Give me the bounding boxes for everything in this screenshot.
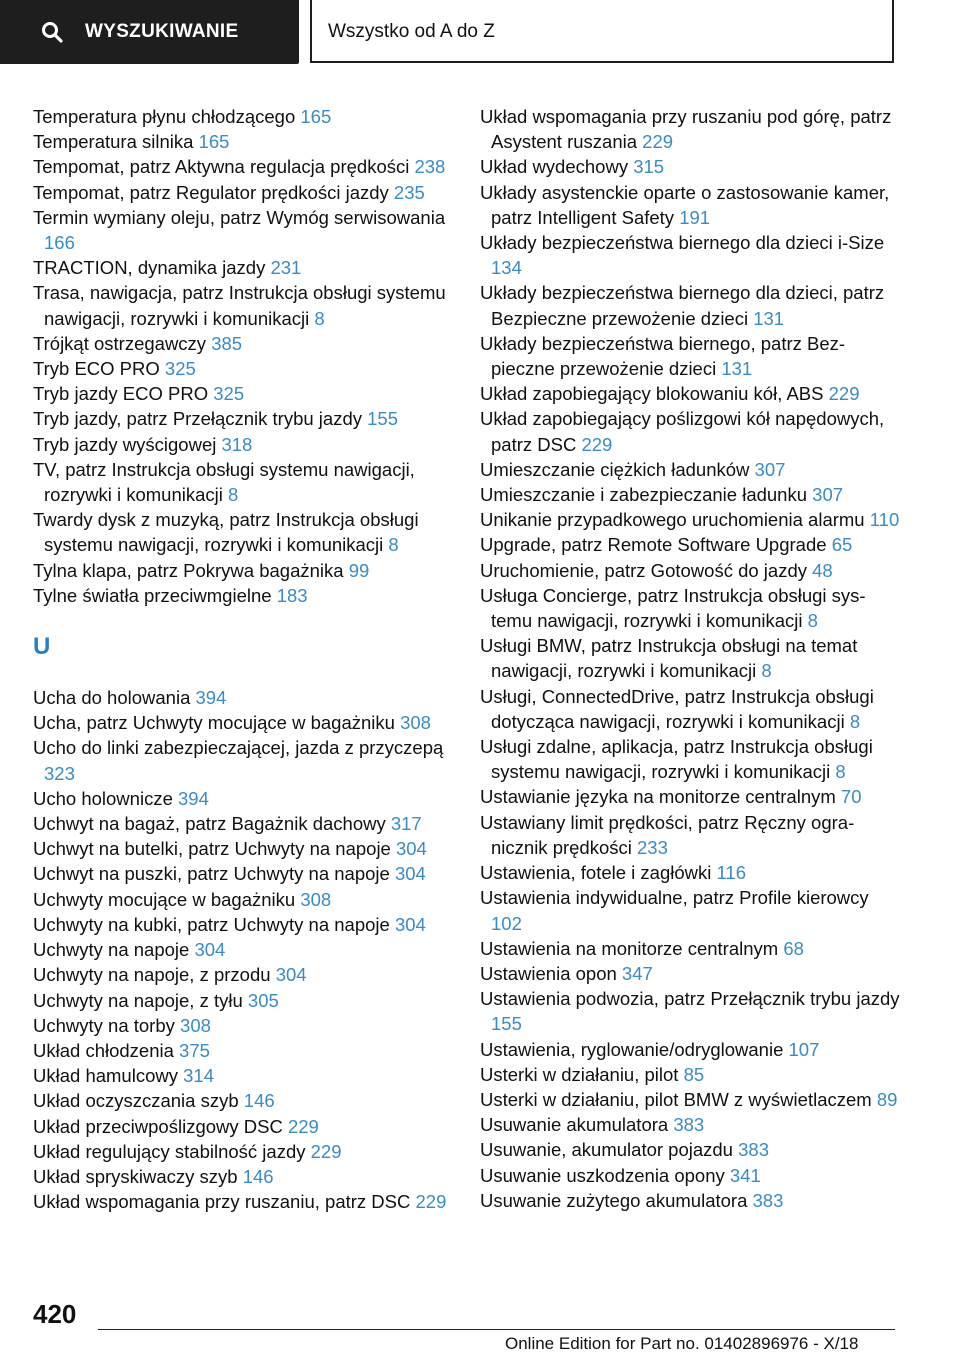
page-link[interactable]: 8 [807, 610, 818, 632]
index-entry [480, 180, 900, 230]
index-entry [33, 912, 473, 937]
page-link[interactable]: 231 [270, 257, 302, 279]
index-entry [33, 558, 473, 583]
index-list-t [33, 104, 473, 608]
entry-text: Ucha, patrz Uchwyty mocujące w bagażniku [33, 712, 401, 734]
page-link[interactable]: 155 [367, 408, 399, 430]
index-entry [33, 1164, 473, 1189]
entry-text: Tryb ECO PRO [33, 358, 165, 380]
entry-text: Uchwyty na kubki, patrz Uchwyty na napoje [33, 913, 395, 935]
index-entry [33, 406, 473, 431]
index-entry [33, 154, 473, 179]
entry-text: Układy bezpieczeństwa biernego dla dzieci, patrz Bezpieczne przewożenie dzieci [480, 282, 885, 329]
entry-text: Usługi zdalne, aplikacja, patrz Instrukcja obsługi systemu nawigacji, rozrywki i komunikacji [480, 736, 873, 783]
index-column-right [480, 104, 900, 1213]
page-link[interactable]: 107 [788, 1038, 820, 1060]
page-link[interactable]: 325 [164, 358, 196, 380]
page-link[interactable]: 8 [228, 484, 239, 506]
entry-text: Uchwyty mocujące w bagażniku [33, 888, 301, 910]
page-link[interactable]: 229 [581, 433, 613, 455]
index-entry [33, 255, 473, 280]
index-list-u [33, 685, 473, 1214]
index-entry [480, 986, 900, 1036]
index-entry [33, 205, 473, 255]
header-title-box [310, 0, 894, 63]
page-link[interactable]: 155 [491, 1013, 522, 1035]
page-link[interactable]: 48 [812, 559, 833, 581]
entry-text: Układ przeciwpoślizgowy DSC [33, 1115, 288, 1137]
page-link[interactable]: 341 [729, 1164, 761, 1186]
entry-text: TV, patrz Instrukcja obsługi systemu nawigacji, rozrywki i komunikacji [33, 458, 415, 506]
index-entry [480, 482, 900, 507]
index-entry [480, 457, 900, 482]
index-entry [33, 962, 473, 987]
page-link[interactable]: 99 [348, 559, 370, 581]
index-entry [480, 1037, 900, 1062]
entry-text: Usuwanie akumulatora [480, 1114, 674, 1136]
search-label: WYSZUKIWANIE [85, 21, 239, 42]
entry-text: Usuwanie, akumulator pojazdu [480, 1139, 739, 1161]
page-link[interactable]: 315 [633, 156, 665, 178]
entry-text: Tryb jazdy ECO PRO [33, 383, 214, 405]
page-link[interactable]: 317 [390, 813, 422, 835]
index-entry [33, 331, 473, 356]
section-letter: U [33, 633, 51, 661]
page-link[interactable]: 308 [400, 712, 431, 734]
search-icon [41, 21, 63, 43]
index-entry [33, 861, 473, 886]
page-link[interactable]: 85 [683, 1063, 705, 1085]
entry-text: Usuwanie zużytego akumulatora [480, 1189, 753, 1211]
entry-text: Ustawienia podwozia, patrz Przełącznik trybu jazdy [480, 988, 900, 1010]
entry-text: Ucho do linki zabezpieczającej, jazda z przyczepą [33, 737, 444, 759]
page-link[interactable]: 68 [783, 937, 804, 959]
page-link[interactable]: 304 [275, 964, 307, 986]
page-number: 420 [33, 1299, 77, 1329]
entry-text: Uchwyt na puszki, patrz Uchwyty na napoje [33, 863, 395, 885]
entry-text: Układ regulujący stabilność jazdy [33, 1140, 311, 1162]
entry-text: Układ wydechowy [480, 156, 634, 178]
page-link[interactable]: 102 [491, 912, 522, 934]
page-link[interactable]: 304 [194, 939, 226, 961]
entry-text: Tylne światła przeciwmgielne [33, 584, 277, 606]
search-button[interactable] [0, 0, 299, 64]
index-entry [33, 280, 473, 330]
index-entry [480, 558, 900, 583]
index-entry [33, 988, 473, 1013]
index-entry [33, 432, 473, 457]
index-entry [480, 810, 900, 860]
entry-text: Ucho holownicze [33, 787, 178, 809]
index-entry [480, 936, 900, 961]
entry-text: Ustawiany limit prędkości, patrz Ręczny ogranicznik prędkości [480, 811, 855, 858]
entry-text: Twardy dysk z muzyką, patrz Instrukcja obsługi systemu nawigacji, rozrywki i komunikacji [33, 509, 419, 556]
page-link[interactable]: 305 [247, 989, 279, 1011]
index-entry [480, 633, 900, 683]
page-link[interactable]: 304 [395, 838, 427, 860]
entry-text: Układ oczyszczania szyb [33, 1090, 244, 1112]
index-entry [480, 280, 900, 330]
page-link[interactable]: 394 [178, 787, 209, 809]
index-entry [33, 811, 473, 836]
entry-text: Ustawianie języka na monitorze centralnym [480, 786, 841, 808]
index-entry [33, 1189, 473, 1214]
entry-text: Trójkąt ostrzegawczy [33, 332, 212, 354]
entry-text: Układ wspomagania przy ruszaniu, patrz DSC [33, 1191, 416, 1213]
header [0, 0, 960, 66]
page-link[interactable]: 146 [243, 1090, 275, 1112]
entry-text: Usługa Concierge, patrz Instrukcja obsługi systemu nawigacji, rozrywki i komunikacji [480, 584, 866, 632]
index-entry [33, 381, 473, 406]
index-entry [33, 1114, 473, 1139]
page-link[interactable]: 323 [44, 762, 75, 784]
entry-text: Usuwanie uszkodzenia opony [480, 1164, 730, 1186]
entry-text: Uchwyt na bagaż, patrz Bagażnik dachowy [33, 813, 391, 835]
index-entry [33, 507, 473, 557]
page-link[interactable]: 314 [183, 1065, 214, 1087]
page-link[interactable]: 383 [752, 1189, 784, 1211]
entry-text: Ustawienia opon [480, 962, 622, 984]
entry-text: Układy asystenckie oparte o zastosowanie kamer, patrz Intelligent Safety [480, 181, 890, 228]
index-entry [480, 381, 900, 406]
index-entry [480, 684, 900, 734]
page-link[interactable]: 70 [840, 786, 862, 808]
index-entry [33, 1088, 473, 1113]
entry-text: TRACTION, dynamika jazdy [33, 257, 271, 279]
page-link[interactable]: 183 [276, 584, 308, 606]
entry-text: Układ wspomagania przy ruszaniu pod górę, patrz Asystent ruszania [480, 106, 892, 153]
page-link[interactable]: 375 [179, 1039, 210, 1061]
entry-text: Unikanie przypadkowego uruchomienia alarmu [480, 509, 870, 531]
entry-text: Usterki w działaniu, pilot BMW z wyświetlaczem [480, 1088, 877, 1110]
index-entry [480, 154, 900, 179]
index-entry [33, 129, 473, 154]
page-link[interactable]: 134 [491, 257, 522, 279]
index-entry [480, 331, 900, 381]
entry-text: Temperatura płynu chłodzącego [33, 106, 301, 127]
index-entry [480, 1062, 900, 1087]
page-link[interactable]: 304 [394, 913, 426, 935]
entry-text: Uchwyty na torby [33, 1014, 181, 1036]
index-entry [33, 1038, 473, 1063]
entry-text: Tempomat, patrz Aktywna regulacja prędkości [33, 156, 415, 178]
entry-text: Uchwyty na napoje, z przodu [33, 964, 276, 986]
page-link[interactable]: 131 [753, 307, 785, 329]
page-title: Wszystko od A do Z [328, 21, 495, 42]
index-entry [33, 685, 473, 710]
index-entry [480, 961, 900, 986]
index-entry [33, 356, 473, 381]
entry-text: Usługi, ConnectedDrive, patrz Instrukcja obsługi dotycząca nawigacji, rozrywki i komunikacji [480, 685, 874, 732]
entry-text: Uchwyty na napoje [33, 939, 195, 961]
page-link[interactable]: 8 [314, 307, 325, 329]
index-entry [480, 734, 900, 784]
index-entry [480, 230, 900, 280]
index-entry [33, 937, 473, 962]
entry-text: Usterki w działaniu, pilot [480, 1063, 684, 1085]
index-entry [33, 786, 473, 811]
page-link[interactable]: 325 [213, 383, 245, 405]
page-link[interactable]: 394 [195, 687, 227, 709]
index-entry [480, 1112, 900, 1137]
entry-text: Tempomat, patrz Regulator prędkości jazdy [33, 181, 394, 203]
entry-text: Umieszczanie ciężkich ładunków [480, 458, 755, 480]
page-link[interactable]: 307 [812, 484, 844, 506]
page-link[interactable]: 318 [221, 433, 253, 455]
index-entry [480, 1087, 900, 1112]
page-link[interactable]: 166 [44, 232, 75, 254]
entry-text: Ucha do holowania [33, 687, 196, 709]
page-link[interactable]: 238 [414, 156, 446, 178]
entry-text: Umieszczanie i zabezpieczanie ładunku [480, 484, 813, 506]
index-entry [480, 104, 900, 154]
entry-text: Układy bezpieczeństwa biernego, patrz Bezpieczne przewożenie dzieci [480, 332, 846, 380]
page-link[interactable]: 229 [287, 1115, 319, 1137]
index-entry [33, 180, 473, 205]
entry-text: Upgrade, patrz Remote Software Upgrade [480, 534, 832, 556]
entry-text: Układ hamulcowy [33, 1065, 184, 1087]
index-entry [480, 1188, 900, 1213]
page-link[interactable]: 229 [642, 131, 674, 153]
entry-text: Ustawienia, fotele i zagłówki [480, 862, 717, 884]
page-link[interactable]: 307 [754, 458, 786, 480]
footer-divider [98, 1329, 895, 1330]
page-link[interactable]: 191 [679, 206, 711, 228]
page-link[interactable]: 235 [393, 181, 425, 203]
entry-text: Usługi BMW, patrz Instrukcja obsługi na temat nawigacji, rozrywki i komunikacji [480, 635, 858, 682]
entry-text: Uruchomienie, patrz Gotowość do jazdy [480, 559, 813, 581]
page-link[interactable]: 229 [415, 1191, 447, 1213]
index-entry [33, 710, 473, 735]
page-link[interactable]: 347 [621, 962, 653, 984]
entry-text: Ustawienia na monitorze centralnym [480, 937, 784, 959]
index-entry [480, 532, 900, 557]
page-link[interactable]: 116 [716, 862, 746, 884]
entry-text: Temperatura silnika [33, 131, 199, 153]
page-link[interactable]: 383 [738, 1139, 769, 1161]
page-link[interactable]: 65 [831, 534, 853, 556]
page-link[interactable]: 233 [637, 836, 668, 858]
page-link[interactable]: 146 [242, 1165, 274, 1187]
page-link[interactable]: 110 [869, 509, 900, 531]
entry-text: Termin wymiany oleju, patrz Wymóg serwisowania [33, 206, 446, 228]
edition-text: Online Edition for Part no. 01402896976 - X/18 [505, 1334, 859, 1353]
entry-text: Układ zapobiegający blokowaniu kół, ABS [480, 383, 829, 405]
index-entry [480, 583, 900, 633]
entry-text: Układ spryskiwaczy szyb [33, 1165, 243, 1187]
index-entry [33, 887, 473, 912]
page-link[interactable]: 308 [180, 1014, 211, 1036]
entry-text: Układ zapobiegający poślizgowi kół napędowych, patrz DSC [480, 408, 885, 455]
entry-text: Trasa, nawigacja, patrz Instrukcja obsługi systemu nawigacji, rozrywki i komunikacji [33, 282, 446, 329]
page-link[interactable]: 8 [849, 710, 861, 732]
page-link[interactable]: 304 [394, 863, 426, 885]
entry-text: Ustawienia, ryglowanie/odryglowanie [480, 1038, 789, 1060]
entry-text: Układy bezpieczeństwa biernego dla dzieci i-Size [480, 232, 885, 254]
index-entry [480, 860, 900, 885]
entry-text: Ustawienia indywidualne, patrz Profile kierowcy [480, 887, 869, 909]
page-link[interactable]: 229 [310, 1140, 342, 1162]
index-entry [33, 1063, 473, 1088]
index-entry [480, 507, 900, 532]
page-link[interactable]: 383 [673, 1114, 705, 1136]
index-entry [33, 583, 473, 608]
page-link[interactable]: 308 [300, 888, 332, 910]
page-link[interactable]: 385 [211, 332, 243, 354]
index-entry [33, 836, 473, 861]
entry-text: Tryb jazdy, patrz Przełącznik trybu jazdy [33, 408, 368, 430]
page-link[interactable]: 165 [198, 131, 230, 153]
entry-text: Uchwyty na napoje, z tyłu [33, 989, 248, 1011]
page-link[interactable]: 131 [721, 358, 753, 380]
page-link[interactable]: 8 [835, 761, 846, 783]
entry-text: Tryb jazdy wyścigowej [33, 433, 222, 455]
page-link[interactable]: 8 [388, 534, 399, 556]
index-entry [33, 735, 473, 785]
index-entry [33, 1139, 473, 1164]
index-entry [480, 406, 900, 456]
page-link[interactable]: 229 [828, 383, 860, 405]
index-list-u-continued [480, 104, 900, 1213]
page-link[interactable]: 165 [300, 106, 332, 127]
index-entry [33, 104, 473, 129]
index-entry [480, 885, 900, 935]
index-entry [33, 457, 473, 507]
index-column-left [33, 104, 473, 1214]
index-entry [480, 1137, 900, 1162]
entry-text: Uchwyt na butelki, patrz Uchwyty na napoje [33, 838, 396, 860]
index-entry [480, 1163, 900, 1188]
entry-text: Tylna klapa, patrz Pokrywa bagażnika [33, 559, 349, 581]
page-link[interactable]: 89 [876, 1088, 898, 1110]
index-entry [33, 1013, 473, 1038]
entry-text: Układ chłodzenia [33, 1039, 180, 1061]
page-link[interactable]: 8 [761, 660, 772, 682]
index-entry [480, 784, 900, 809]
